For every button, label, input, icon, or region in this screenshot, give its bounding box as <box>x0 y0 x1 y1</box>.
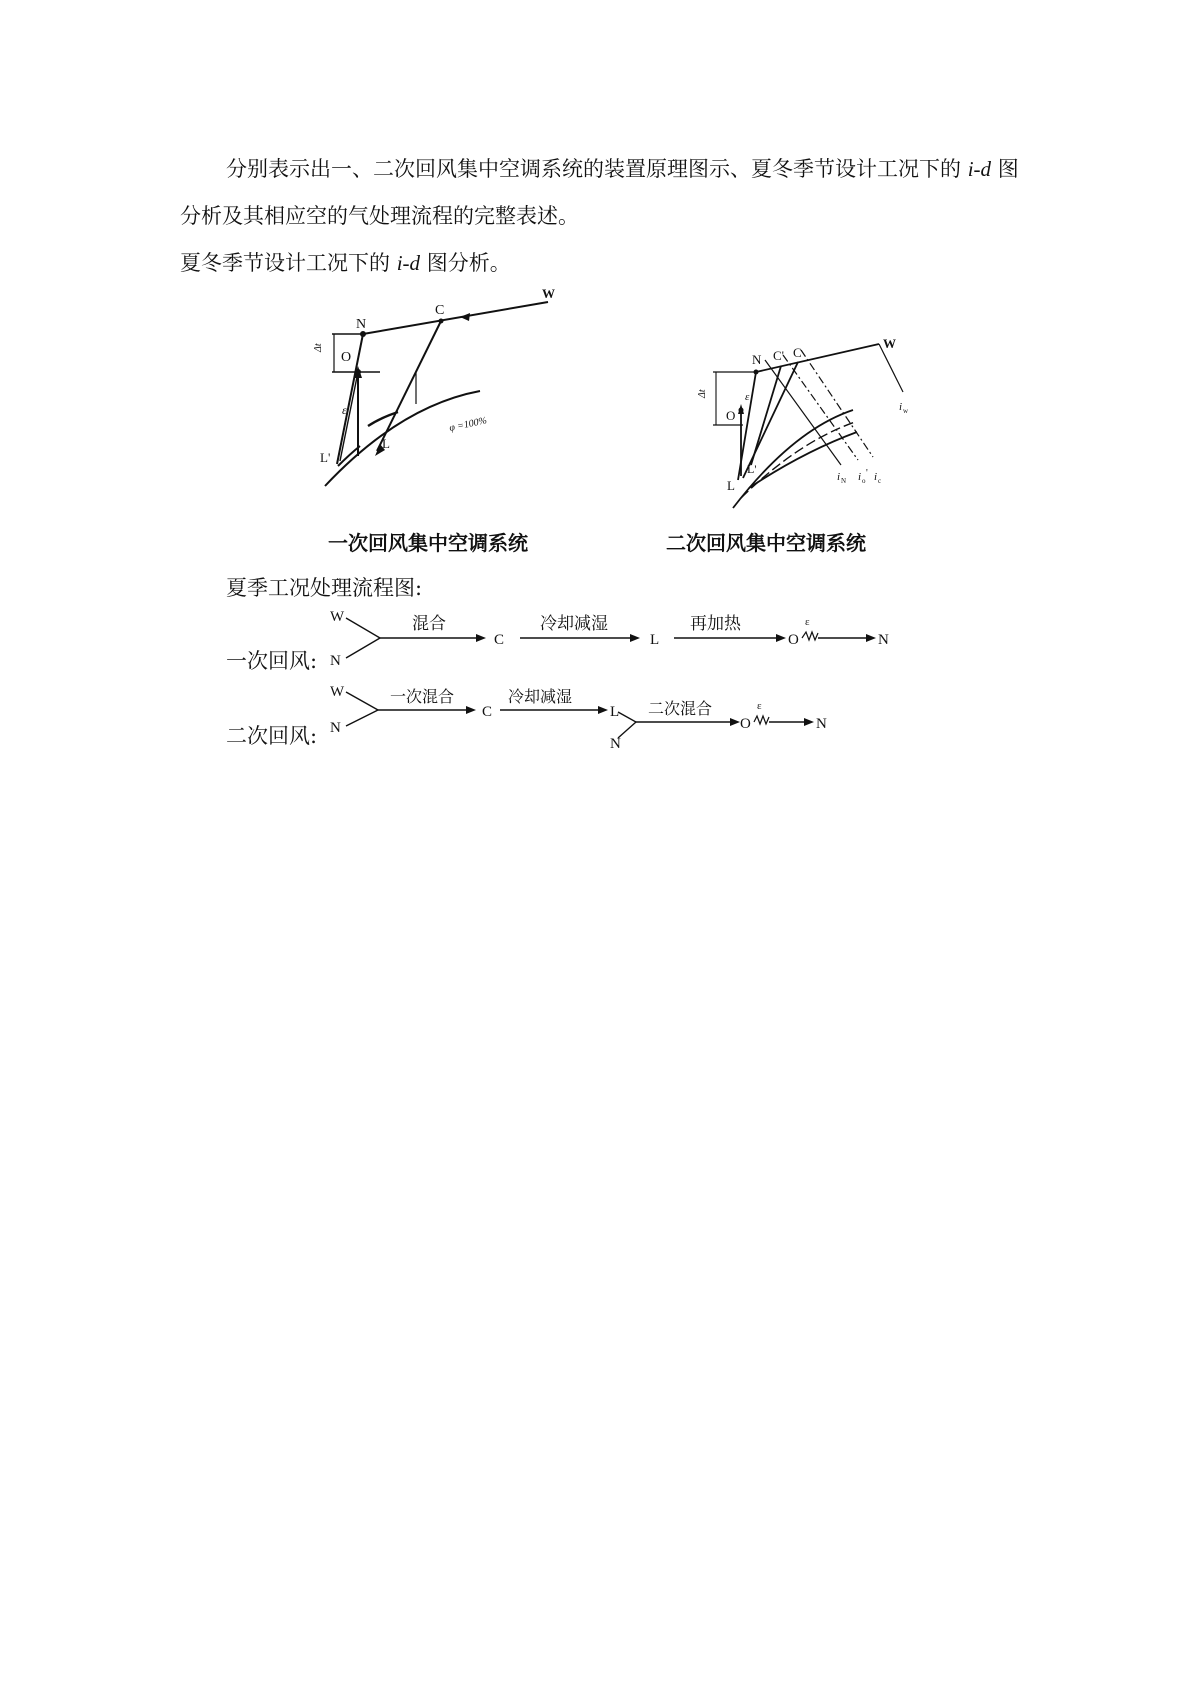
label-w: W <box>542 286 555 301</box>
branch-n <box>346 638 380 658</box>
label-phi: φ =100% <box>448 415 488 434</box>
saturation-curve-outer <box>733 410 853 508</box>
primary-n-end: N <box>878 632 889 648</box>
primary-step-mix: 混合 <box>412 614 446 634</box>
label-io-sub: o <box>862 477 866 485</box>
diagram-2-caption: 二次回风集中空调系统 <box>666 531 866 555</box>
summer-flow-title: 夏季工况处理流程图: <box>226 576 423 600</box>
point-c <box>439 319 444 324</box>
branch-w <box>346 618 380 638</box>
label-n: N <box>752 352 762 367</box>
section-subtitle <box>180 250 511 276</box>
secondary-n-end: N <box>816 716 827 732</box>
subtitle-text-b: 图分析。 <box>420 251 511 275</box>
secondary-n: N <box>330 720 341 736</box>
subtitle-italic: i-d <box>396 251 421 275</box>
label-iN-sub: N <box>841 477 847 485</box>
arrowhead-cool <box>598 706 608 714</box>
secondary-w: W <box>330 684 345 700</box>
label-iw-sub: w <box>903 407 909 415</box>
intro-line-2: 分析及其相应空的气处理流程的完整表述。 <box>180 204 579 228</box>
arrowhead-reheat <box>776 634 786 642</box>
point-n <box>754 370 759 375</box>
label-c: C <box>435 303 445 318</box>
epsilon-zigzag <box>802 632 818 640</box>
arrowhead-supply <box>804 718 814 726</box>
label-ic: i <box>874 471 878 483</box>
label-epsilon: ε <box>745 391 750 403</box>
primary-epsilon: ε <box>805 616 810 628</box>
line-c-l <box>743 362 798 478</box>
secondary-step-mix-1: 一次混合 <box>390 687 455 706</box>
secondary-step-mix-2: 二次混合 <box>648 699 713 718</box>
line-w-iw <box>879 344 903 392</box>
arrowhead-cool <box>630 634 640 642</box>
enthalpy-line-ic <box>801 350 873 457</box>
label-w: W <box>883 336 896 351</box>
label-ic-sub: c <box>878 477 882 485</box>
secondary-c: C <box>482 704 493 720</box>
secondary-n2: N <box>610 736 621 752</box>
point-o <box>355 369 361 375</box>
secondary-step-cool: 冷却减湿 <box>508 687 573 706</box>
primary-step-reheat: 再加热 <box>690 614 741 634</box>
label-o: O <box>726 408 736 423</box>
arrow-w-to-c <box>460 313 470 321</box>
primary-l: L <box>650 632 660 648</box>
label-c: C <box>793 345 802 360</box>
arrowhead-mix-2 <box>730 718 740 726</box>
label-iw: i <box>899 401 903 413</box>
label-c-prime: C' <box>773 348 785 363</box>
line-w-n <box>363 302 548 334</box>
secondary-epsilon: ε <box>757 700 762 712</box>
secondary-flow-diagram <box>330 678 830 750</box>
enthalpy-line-iN <box>765 360 841 465</box>
epsilon-zigzag <box>754 716 769 724</box>
diagram-1-caption: 一次回风集中空调系统 <box>328 531 528 555</box>
arrowhead-supply <box>866 634 876 642</box>
branch-w <box>346 692 378 710</box>
label-n: N <box>356 317 367 332</box>
primary-flow-label: 一次回风: <box>226 649 318 673</box>
intro-line-1-text-b: 图 <box>991 157 1019 181</box>
intro-line-1 <box>226 156 1019 182</box>
label-epsilon: ε <box>342 403 347 417</box>
intro-line-1-text-a: 分别表示出一、二次回风集中空调系统的装置原理图示、夏冬季节设计工况下的 <box>226 157 968 181</box>
primary-c: C <box>494 632 505 648</box>
intro-line-1-italic: i-d <box>967 157 992 181</box>
arrowhead-mix-1 <box>466 706 476 714</box>
branch-n <box>346 710 378 726</box>
primary-step-cool: 冷却减湿 <box>540 614 608 634</box>
label-delta-t: Δt <box>697 389 708 398</box>
label-l: L <box>382 436 390 451</box>
branch-l <box>618 712 636 722</box>
secondary-flow-label: 二次回风: <box>226 724 318 748</box>
label-io: i <box>858 471 862 483</box>
label-iN: i <box>837 471 841 483</box>
label-l-prime: L' <box>747 462 757 476</box>
label-io-prime: ' <box>866 468 868 479</box>
label-o: O <box>341 350 352 365</box>
id-diagram-secondary-return <box>697 330 909 514</box>
id-diagram-primary-return <box>313 286 570 516</box>
secondary-o: O <box>740 716 751 732</box>
secondary-l: L <box>610 704 620 720</box>
subtitle-text-a: 夏冬季节设计工况下的 <box>180 251 397 275</box>
primary-o: O <box>788 632 799 648</box>
arrowhead-mix <box>476 634 486 642</box>
label-l-prime: L' <box>320 450 331 465</box>
primary-n: N <box>330 653 341 669</box>
primary-flow-diagram <box>330 603 890 669</box>
label-l: L <box>727 478 735 493</box>
label-delta-t: Δt <box>313 343 324 352</box>
primary-w: W <box>330 609 345 625</box>
